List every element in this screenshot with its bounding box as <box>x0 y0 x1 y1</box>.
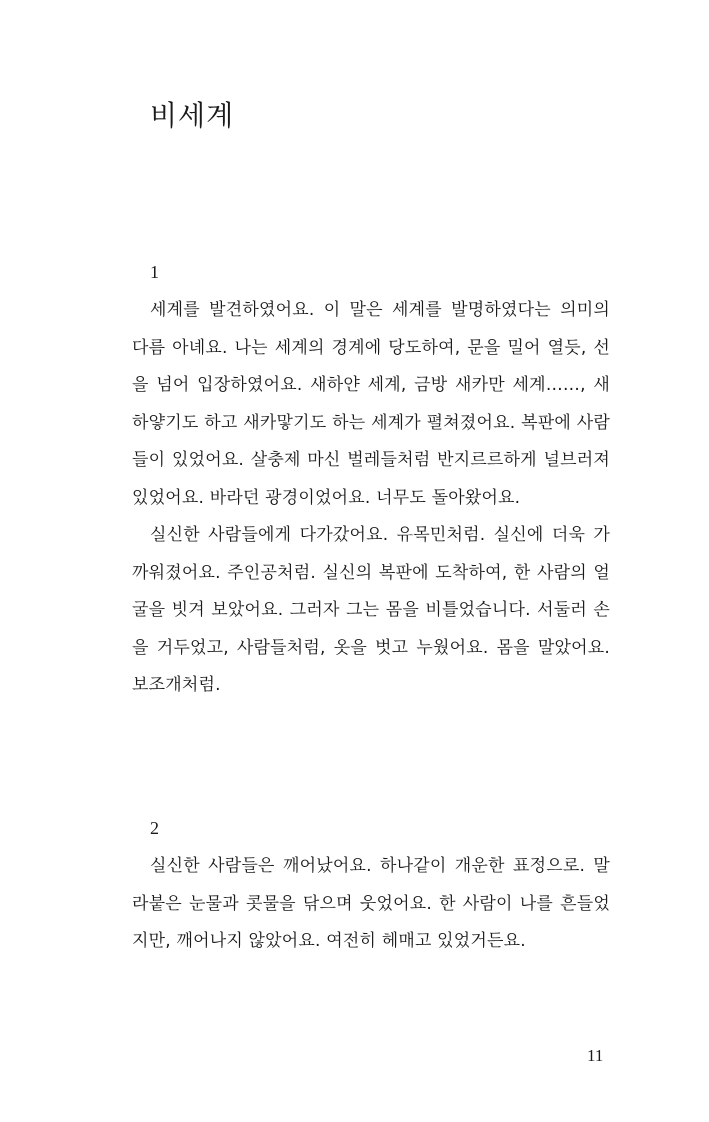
paragraph: 세계를 발견하였어요. 이 말은 세계를 발명하였다는 의미의 다름 아녜요. 나는 세계의 경계에 당도하여, 문을 밀어 열듯, 선을 넘어 입장하였어요. 새하얀 세계, 금방 새카만 세계……, 새하얗기도 하고 새카맣기도 하는 세계가 펼쳐졌어요. 복판에 사람들이 있었어요. 살충제 마신 벌레들처럼 반지르르하게 널브러져 있었어요. 바라던 광경이었어요. 너무도 돌아왔어요. <box>132 300 610 508</box>
paragraph: 실신한 사람들은 깨어났어요. 하나같이 개운한 표정으로. 말라붙은 눈물과 콧물을 닦으며 웃었어요. 한 사람이 나를 흔들었지만, 깨어나지 않았어요. 여전히 헤매고 있었거든요. <box>132 856 610 951</box>
section-2 <box>132 814 610 961</box>
section-number: 2 <box>150 818 159 838</box>
page-number: 11 <box>587 1046 604 1065</box>
section-number: 1 <box>150 262 159 282</box>
chapter-title: 비세계 <box>150 99 235 132</box>
section-1 <box>132 258 610 705</box>
paragraph: 실신한 사람들에게 다가갔어요. 유목민처럼. 실신에 더욱 가까워졌어요. 주인공처럼. 실신의 복판에 도착하여, 한 사람의 얼굴을 빗겨 보았어요. 그러자 그는 몸을 비틀었습니다. 서둘러 손을 거두었고, 사람들처럼, 옷을 벗고 누웠어요. 몸을 말았어요. 보조개처럼. <box>132 525 610 695</box>
